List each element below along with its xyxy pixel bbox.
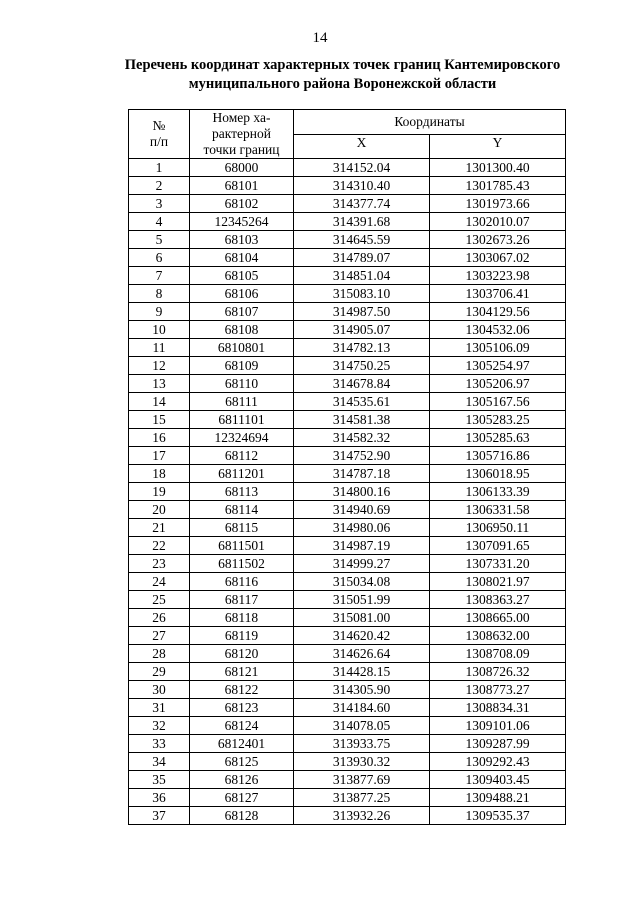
cell-row-number: 9 — [129, 303, 190, 321]
cell-y: 1303223.98 — [430, 267, 566, 285]
cell-row-number: 32 — [129, 717, 190, 735]
cell-point-number: 68106 — [190, 285, 294, 303]
table-row — [129, 483, 566, 501]
table-row — [129, 645, 566, 663]
cell-point-number: 12324694 — [190, 429, 294, 447]
cell-x: 314851.04 — [294, 267, 430, 285]
cell-row-number: 20 — [129, 501, 190, 519]
header-point-line-3: точки границ — [203, 142, 280, 157]
cell-x: 314800.16 — [294, 483, 430, 501]
cell-point-number: 6812401 — [190, 735, 294, 753]
cell-row-number: 35 — [129, 771, 190, 789]
cell-row-number: 15 — [129, 411, 190, 429]
table-row — [129, 177, 566, 195]
cell-point-number: 68107 — [190, 303, 294, 321]
cell-x: 314987.50 — [294, 303, 430, 321]
cell-y: 1301973.66 — [430, 195, 566, 213]
cell-row-number: 33 — [129, 735, 190, 753]
cell-row-number: 17 — [129, 447, 190, 465]
cell-row-number: 2 — [129, 177, 190, 195]
cell-point-number: 6811501 — [190, 537, 294, 555]
table-row — [129, 699, 566, 717]
cell-y: 1304532.06 — [430, 321, 566, 339]
cell-y: 1306018.95 — [430, 465, 566, 483]
cell-point-number: 68101 — [190, 177, 294, 195]
cell-x: 314782.13 — [294, 339, 430, 357]
cell-x: 315051.99 — [294, 591, 430, 609]
cell-x: 313930.32 — [294, 753, 430, 771]
cell-point-number: 68112 — [190, 447, 294, 465]
table-row — [129, 537, 566, 555]
table-row — [129, 339, 566, 357]
cell-y: 1305206.97 — [430, 375, 566, 393]
cell-x: 314752.90 — [294, 447, 430, 465]
cell-y: 1309101.06 — [430, 717, 566, 735]
table-row — [129, 807, 566, 825]
cell-point-number: 68110 — [190, 375, 294, 393]
cell-x: 313932.26 — [294, 807, 430, 825]
cell-y: 1309535.37 — [430, 807, 566, 825]
cell-point-number: 68118 — [190, 609, 294, 627]
cell-point-number: 68127 — [190, 789, 294, 807]
header-x: X — [294, 134, 430, 159]
cell-point-number: 68123 — [190, 699, 294, 717]
table-row — [129, 591, 566, 609]
cell-y: 1309488.21 — [430, 789, 566, 807]
cell-row-number: 6 — [129, 249, 190, 267]
cell-y: 1305716.86 — [430, 447, 566, 465]
cell-point-number: 68111 — [190, 393, 294, 411]
table-row — [129, 627, 566, 645]
cell-y: 1301300.40 — [430, 159, 566, 177]
table-row — [129, 771, 566, 789]
cell-row-number: 5 — [129, 231, 190, 249]
cell-point-number: 68000 — [190, 159, 294, 177]
cell-x: 314980.06 — [294, 519, 430, 537]
cell-x: 313877.25 — [294, 789, 430, 807]
cell-x: 314184.60 — [294, 699, 430, 717]
cell-y: 1302673.26 — [430, 231, 566, 249]
title-line-1: Перечень координат характерных точек границ Кантемировского — [124, 57, 561, 73]
cell-point-number: 68126 — [190, 771, 294, 789]
cell-x: 314620.42 — [294, 627, 430, 645]
cell-point-number: 68103 — [190, 231, 294, 249]
cell-row-number: 13 — [129, 375, 190, 393]
table-row — [129, 195, 566, 213]
cell-row-number: 12 — [129, 357, 190, 375]
cell-point-number: 68120 — [190, 645, 294, 663]
cell-y: 1305106.09 — [430, 339, 566, 357]
header-num-line-1: № — [152, 118, 166, 133]
cell-x: 315081.00 — [294, 609, 430, 627]
cell-y: 1309292.43 — [430, 753, 566, 771]
cell-x: 314789.07 — [294, 249, 430, 267]
cell-x: 314428.15 — [294, 663, 430, 681]
table-row — [129, 573, 566, 591]
header-y: Y — [430, 134, 566, 159]
table-row — [129, 267, 566, 285]
table-row — [129, 663, 566, 681]
cell-row-number: 16 — [129, 429, 190, 447]
cell-x: 314377.74 — [294, 195, 430, 213]
cell-point-number: 68114 — [190, 501, 294, 519]
cell-row-number: 37 — [129, 807, 190, 825]
cell-point-number: 68121 — [190, 663, 294, 681]
table-row — [129, 231, 566, 249]
cell-x: 314999.27 — [294, 555, 430, 573]
table-row — [129, 393, 566, 411]
cell-row-number: 30 — [129, 681, 190, 699]
cell-row-number: 29 — [129, 663, 190, 681]
table-row — [129, 249, 566, 267]
table-row — [129, 357, 566, 375]
cell-row-number: 11 — [129, 339, 190, 357]
cell-x: 314581.38 — [294, 411, 430, 429]
cell-point-number: 6810801 — [190, 339, 294, 357]
cell-point-number: 68122 — [190, 681, 294, 699]
cell-row-number: 36 — [129, 789, 190, 807]
cell-x: 314678.84 — [294, 375, 430, 393]
cell-y: 1308726.32 — [430, 663, 566, 681]
cell-row-number: 31 — [129, 699, 190, 717]
cell-y: 1308632.00 — [430, 627, 566, 645]
cell-y: 1308773.27 — [430, 681, 566, 699]
cell-x: 314391.68 — [294, 213, 430, 231]
cell-point-number: 68102 — [190, 195, 294, 213]
cell-point-number: 68119 — [190, 627, 294, 645]
cell-y: 1304129.56 — [430, 303, 566, 321]
cell-row-number: 21 — [129, 519, 190, 537]
table-row — [129, 303, 566, 321]
table-row — [129, 213, 566, 231]
cell-row-number: 1 — [129, 159, 190, 177]
cell-y: 1302010.07 — [430, 213, 566, 231]
cell-y: 1306133.39 — [430, 483, 566, 501]
document-title — [110, 56, 575, 94]
table-row — [129, 447, 566, 465]
cell-point-number: 68115 — [190, 519, 294, 537]
cell-y: 1305254.97 — [430, 357, 566, 375]
table-row — [129, 159, 566, 177]
cell-y: 1303706.41 — [430, 285, 566, 303]
cell-y: 1303067.02 — [430, 249, 566, 267]
table-row — [129, 555, 566, 573]
cell-row-number: 23 — [129, 555, 190, 573]
table-row — [129, 789, 566, 807]
table-row — [129, 519, 566, 537]
cell-x: 313933.75 — [294, 735, 430, 753]
table-row — [129, 411, 566, 429]
cell-y: 1308834.31 — [430, 699, 566, 717]
title-line-2: муниципального района Воронежской области — [188, 76, 497, 92]
cell-point-number: 68104 — [190, 249, 294, 267]
table-row — [129, 285, 566, 303]
cell-point-number: 68116 — [190, 573, 294, 591]
cell-row-number: 25 — [129, 591, 190, 609]
cell-row-number: 4 — [129, 213, 190, 231]
cell-y: 1308021.97 — [430, 573, 566, 591]
cell-y: 1301785.43 — [430, 177, 566, 195]
cell-point-number: 68108 — [190, 321, 294, 339]
cell-x: 314310.40 — [294, 177, 430, 195]
cell-row-number: 19 — [129, 483, 190, 501]
table-row — [129, 465, 566, 483]
cell-y: 1305285.63 — [430, 429, 566, 447]
header-point-number — [190, 110, 294, 159]
cell-row-number: 7 — [129, 267, 190, 285]
cell-row-number: 18 — [129, 465, 190, 483]
cell-point-number: 68113 — [190, 483, 294, 501]
cell-row-number: 22 — [129, 537, 190, 555]
cell-point-number: 68117 — [190, 591, 294, 609]
cell-point-number: 6811101 — [190, 411, 294, 429]
cell-point-number: 12345264 — [190, 213, 294, 231]
cell-point-number: 68125 — [190, 753, 294, 771]
cell-y: 1308708.09 — [430, 645, 566, 663]
table-row — [129, 375, 566, 393]
table-row — [129, 501, 566, 519]
cell-row-number: 24 — [129, 573, 190, 591]
cell-y: 1308665.00 — [430, 609, 566, 627]
cell-y: 1305283.25 — [430, 411, 566, 429]
cell-y: 1305167.56 — [430, 393, 566, 411]
header-coordinates: Координаты — [294, 110, 566, 135]
cell-y: 1307091.65 — [430, 537, 566, 555]
header-point-line-1: Номер ха- — [212, 110, 271, 125]
table-row — [129, 321, 566, 339]
table-body — [129, 159, 566, 825]
header-num-line-2: п/п — [149, 134, 169, 149]
cell-row-number: 14 — [129, 393, 190, 411]
cell-point-number: 68124 — [190, 717, 294, 735]
cell-row-number: 3 — [129, 195, 190, 213]
coordinates-table — [128, 109, 566, 825]
cell-x: 315034.08 — [294, 573, 430, 591]
cell-x: 314645.59 — [294, 231, 430, 249]
cell-row-number: 8 — [129, 285, 190, 303]
cell-x: 314535.61 — [294, 393, 430, 411]
cell-x: 314626.64 — [294, 645, 430, 663]
cell-y: 1306331.58 — [430, 501, 566, 519]
table-row — [129, 717, 566, 735]
cell-point-number: 6811502 — [190, 555, 294, 573]
cell-row-number: 34 — [129, 753, 190, 771]
header-point-line-2: рактерной — [212, 126, 271, 141]
table-row — [129, 429, 566, 447]
cell-x: 314152.04 — [294, 159, 430, 177]
cell-row-number: 28 — [129, 645, 190, 663]
cell-x: 314078.05 — [294, 717, 430, 735]
cell-x: 314987.19 — [294, 537, 430, 555]
cell-row-number: 10 — [129, 321, 190, 339]
cell-y: 1306950.11 — [430, 519, 566, 537]
cell-y: 1308363.27 — [430, 591, 566, 609]
cell-y: 1309403.45 — [430, 771, 566, 789]
table-row — [129, 735, 566, 753]
cell-x: 314582.32 — [294, 429, 430, 447]
table-row — [129, 681, 566, 699]
header-row-number — [129, 110, 190, 159]
cell-x: 315083.10 — [294, 285, 430, 303]
cell-x: 314305.90 — [294, 681, 430, 699]
cell-row-number: 26 — [129, 609, 190, 627]
cell-x: 314940.69 — [294, 501, 430, 519]
cell-point-number: 6811201 — [190, 465, 294, 483]
page-number: 14 — [312, 30, 328, 46]
cell-x: 314750.25 — [294, 357, 430, 375]
cell-point-number: 68128 — [190, 807, 294, 825]
cell-x: 313877.69 — [294, 771, 430, 789]
cell-x: 314787.18 — [294, 465, 430, 483]
cell-y: 1307331.20 — [430, 555, 566, 573]
table-row — [129, 753, 566, 771]
cell-x: 314905.07 — [294, 321, 430, 339]
cell-point-number: 68105 — [190, 267, 294, 285]
cell-y: 1309287.99 — [430, 735, 566, 753]
table-row — [129, 609, 566, 627]
cell-row-number: 27 — [129, 627, 190, 645]
cell-point-number: 68109 — [190, 357, 294, 375]
